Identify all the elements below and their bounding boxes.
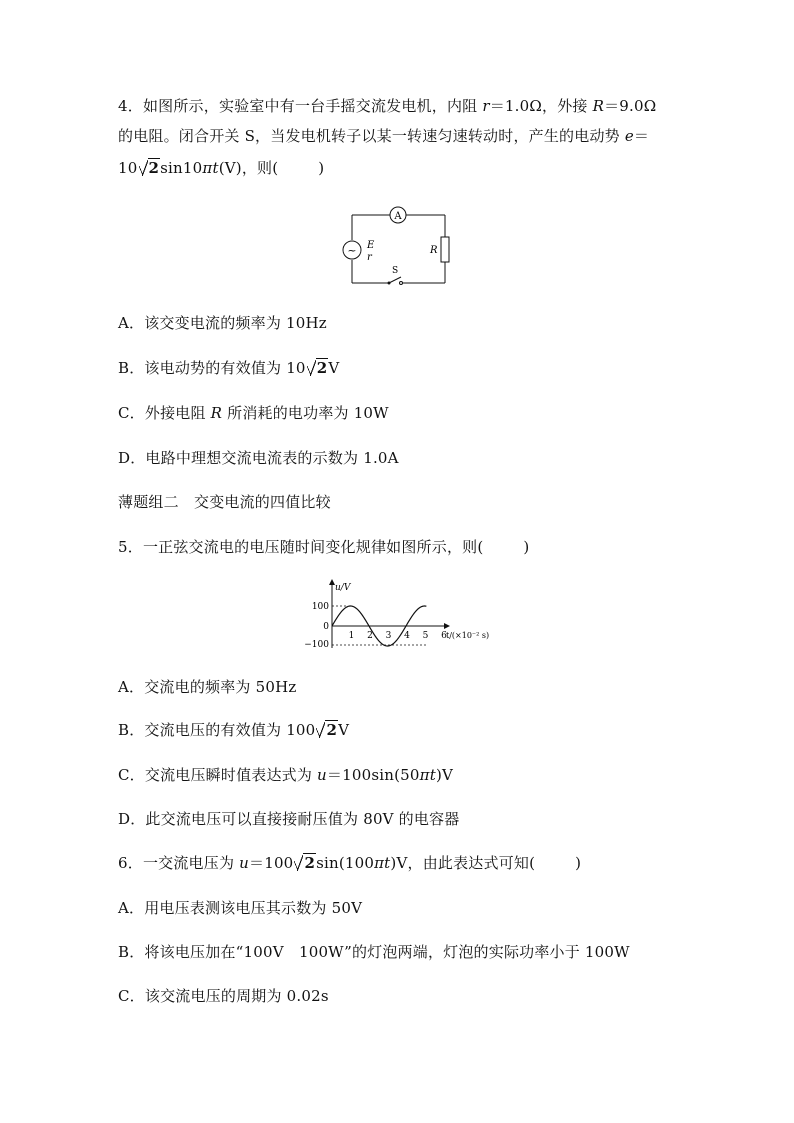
resistor — [441, 237, 449, 262]
q6-option-b: B．将该电压加在“100V 100W”的灯泡两端，灯泡的实际功率小于 100W — [118, 943, 630, 961]
q5-option-c: C．交流电压瞬时值表达式为 u＝100sin(50πt)V — [118, 766, 454, 784]
q4-stem-line3: 10 2sin10πt(V)，则( ) — [118, 159, 325, 177]
circuit-diagram — [340, 200, 460, 295]
resistor-label: R — [430, 245, 438, 256]
y-tick-neg100: −100 — [304, 640, 329, 650]
x-tick-label: 5 — [422, 631, 429, 641]
q4-option-d: D．电路中理想交流电流表的示数为 1.0A — [118, 449, 399, 467]
svg-text:A: A — [394, 211, 402, 222]
q4-stem-line2: 的电阻。闭合开关 S，当发电机转子以某一转速匀速转动时，产生的电动势 e＝ — [118, 127, 650, 145]
x-tick-label: 6 — [441, 631, 447, 641]
emf-label: E — [367, 240, 375, 251]
q6-option-c: C．该交流电压的周期为 0.02s — [118, 987, 329, 1005]
q5-stem: 5．一正弦交流电的电压随时间变化规律如图所示，则( ) — [118, 538, 530, 556]
ac-source — [343, 241, 361, 259]
ammeter — [390, 207, 406, 223]
svg-text:~: ~ — [347, 244, 357, 257]
q5-option-b: B．交流电压的有效值为 100 2V — [118, 721, 350, 739]
q6-stem: 6．一交流电压为 u＝100 2sin(100πt)V，由此表达式可知( ) — [118, 854, 582, 872]
switch — [388, 277, 403, 285]
q4-option-b: B．该电动势的有效值为 10 2V — [118, 359, 340, 377]
x-axis-label: t/(×10⁻² s) — [446, 631, 490, 640]
x-tick-label: 3 — [385, 631, 392, 641]
q6-option-a: A．用电压表测该电压其示数为 50V — [118, 899, 363, 917]
switch-label: S — [392, 266, 399, 276]
q4-option-c: C．外接电阻 R 所消耗的电功率为 10W — [118, 404, 389, 422]
x-tick-label: 1 — [348, 631, 355, 641]
q5-option-d: D．此交流电压可以直接接耐压值为 80V 的电容器 — [118, 810, 460, 828]
y-axis-label: u/V — [335, 583, 351, 593]
internal-r-label: r — [367, 252, 372, 263]
q4-stem-line1: 4．如图所示，实验室中有一台手摇交流发电机，内阻 r＝1.0Ω，外接 R＝9.0Ω — [118, 97, 657, 115]
y-tick-100: 100 — [311, 602, 329, 612]
x-tick-label: 4 — [404, 631, 410, 641]
q4-option-a: A．该交变电流的频率为 10Hz — [118, 314, 327, 332]
q5-option-a: A．交流电的频率为 50Hz — [118, 678, 297, 696]
y-tick-0: 0 — [323, 622, 329, 632]
group-heading: 薄题组二 交变电流的四值比较 — [118, 493, 331, 511]
x-tick-label: 2 — [367, 631, 373, 641]
voltage-graph — [300, 578, 500, 650]
